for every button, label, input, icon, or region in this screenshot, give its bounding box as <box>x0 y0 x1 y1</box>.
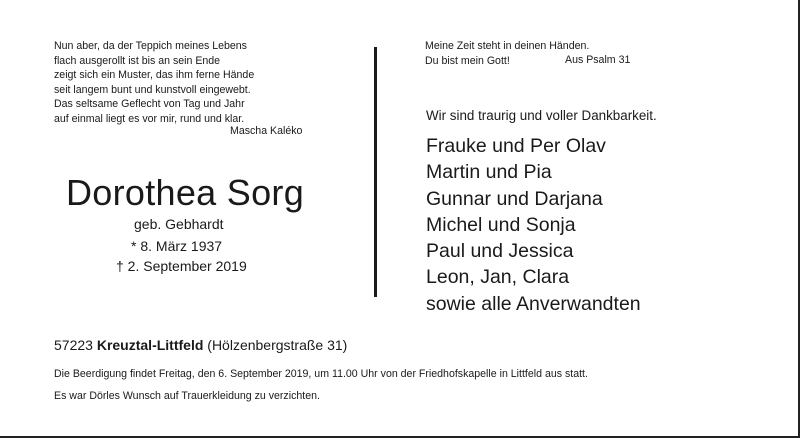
mourners-list <box>426 133 641 317</box>
funeral-info: Die Beerdigung findet Freitag, den 6. September 2019, um 11.00 Uhr von der Friedhofskapelle in Littfeld aus statt. <box>54 368 588 380</box>
postcode: 57223 <box>54 337 93 353</box>
mourner-name: Gunnar und Darjana <box>426 187 603 210</box>
birth-date: * 8. März 1937 <box>131 238 223 254</box>
dress-code-note: Es war Dörles Wunsch auf Trauerkleidung zu verzichten. <box>54 390 320 402</box>
poem-line: auf einmal liegt es vor mir, rund und klar. <box>54 112 245 125</box>
mourner-name: sowie alle Anverwandten <box>426 292 641 315</box>
poem <box>54 39 254 127</box>
mourner-name: Paul und Jessica <box>426 240 574 263</box>
mourner-name: Michel und Sonja <box>426 213 576 236</box>
mourner-name: Frauke und Per Olav <box>426 135 606 157</box>
mourner-name: Martin und Pia <box>426 161 552 184</box>
address <box>54 337 347 353</box>
column-divider <box>374 47 377 297</box>
mourners-intro: Wir sind traurig und voller Dankbarkeit. <box>426 108 657 123</box>
maiden-name: geb. Gebhardt <box>134 216 224 232</box>
city: Kreuztal-Littfeld <box>96 337 204 353</box>
poem-line: zeigt sich ein Muster, das ihm ferne Hände <box>54 69 255 82</box>
poem-line: seit langem bunt und kunstvoll eingewebt. <box>54 83 251 96</box>
poem-line: flach ausgerollt ist bis an sein Ende <box>54 54 221 67</box>
verse-line: Meine Zeit steht in deinen Händen. <box>425 40 590 52</box>
deceased-name: Dorothea Sorg <box>66 172 305 213</box>
poem-line: Das seltsame Geflecht von Tag und Jahr <box>54 98 245 111</box>
death-date: † 2. September 2019 <box>116 258 247 274</box>
poem-line: Nun aber, da der Teppich meines Lebens <box>54 40 247 52</box>
verse-reference: Aus Psalm 31 <box>565 53 631 66</box>
verse-line: Du bist mein Gott! <box>425 54 510 67</box>
mourner-name: Leon, Jan, Clara <box>426 266 570 289</box>
street: (Hölzenbergstraße 31) <box>207 337 348 353</box>
poem-author: Mascha Kaléko <box>230 125 303 137</box>
